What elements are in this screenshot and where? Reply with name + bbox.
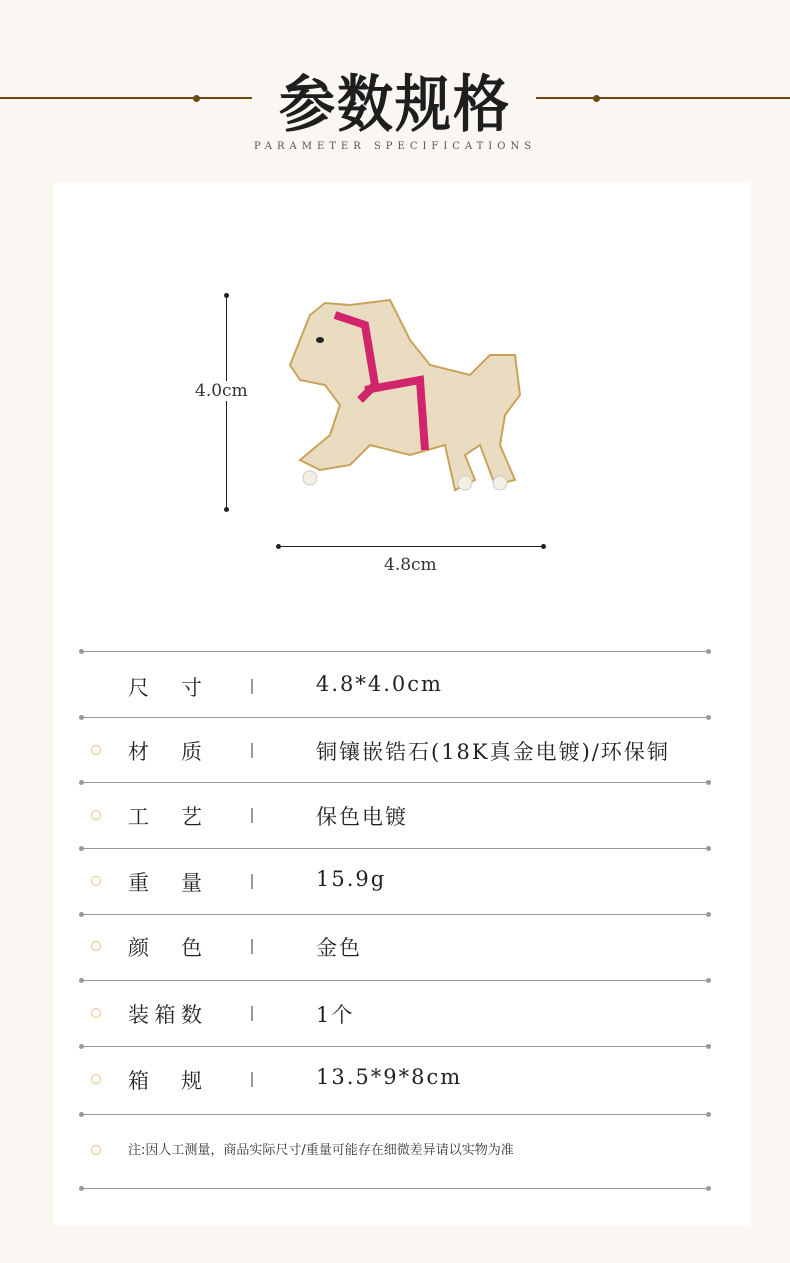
spec-value: 13.5*9*8cm (316, 1065, 463, 1089)
separator (251, 808, 253, 823)
spec-row (80, 999, 710, 1029)
bullet-icon (91, 745, 101, 755)
dim-dot (276, 544, 281, 549)
spec-row (80, 736, 710, 766)
divider (80, 717, 710, 718)
measurement-note: 注:因人工测量，商品实际尺寸/重量可能存在细微差异请以实物为准 (128, 1143, 514, 1158)
divider (80, 914, 710, 915)
divider (80, 980, 710, 981)
spec-label (128, 801, 202, 831)
page-title: 参数规格 (279, 69, 511, 141)
bullet-icon (91, 876, 101, 886)
spec-value: 铜镶嵌锆石(18K真金电镀)/环保铜 (316, 740, 670, 764)
spec-value: 保色电镀 (316, 805, 408, 829)
separator (251, 874, 253, 889)
bullet-icon (91, 810, 101, 820)
dim-dot (224, 293, 229, 298)
spec-label-char: 规 (181, 1069, 202, 1093)
separator (251, 1072, 253, 1087)
spec-label (128, 736, 202, 766)
height-dimension-line (226, 296, 227, 510)
width-label: 4.8cm (384, 555, 437, 575)
separator (251, 1006, 253, 1021)
divider (80, 1046, 710, 1047)
page-subtitle: PARAMETER SPECIFICATIONS (253, 141, 537, 152)
spec-label (128, 672, 202, 702)
spec-label (128, 1065, 202, 1095)
divider (80, 1114, 710, 1115)
spec-value: 15.9g (316, 867, 387, 891)
width-dimension-line (278, 546, 544, 547)
bullet-icon (91, 1074, 101, 1084)
spec-label (128, 999, 202, 1029)
horse-brooch-image (280, 295, 530, 505)
divider (80, 651, 710, 652)
divider (80, 782, 710, 783)
divider (80, 848, 710, 849)
spec-value: 1个 (316, 1003, 355, 1027)
separator (251, 679, 253, 694)
bullet-icon (91, 1008, 101, 1018)
spec-row (80, 672, 710, 702)
spec-label-char: 箱 (154, 1003, 176, 1027)
spec-row (80, 932, 710, 962)
spec-label-char: 尺 (128, 676, 149, 700)
spec-label-char: 箱 (128, 1069, 149, 1093)
spec-value: 4.8*4.0cm (316, 672, 443, 696)
spec-row (80, 1065, 710, 1095)
spec-label-char: 色 (181, 936, 202, 960)
note-bullet (91, 1145, 101, 1155)
spec-label-char: 量 (181, 871, 202, 895)
spec-label-char: 工 (128, 805, 149, 829)
separator (251, 743, 253, 758)
spec-label-char: 颜 (128, 936, 149, 960)
spec-label-char: 质 (181, 740, 202, 764)
spec-label-char: 重 (128, 871, 149, 895)
divider (80, 1188, 710, 1189)
dim-dot (224, 507, 229, 512)
spec-label-char: 数 (181, 1003, 202, 1027)
spec-row (80, 801, 710, 831)
separator (251, 939, 253, 954)
spec-label-char: 装 (128, 1003, 149, 1027)
dim-dot (541, 544, 546, 549)
spec-label (128, 932, 202, 962)
height-label: 4.0cm (195, 381, 248, 401)
bullet-icon (91, 941, 101, 951)
spec-label-char: 材 (128, 740, 149, 764)
spec-label-char: 艺 (181, 805, 202, 829)
spec-value: 金色 (316, 936, 362, 960)
spec-label (128, 867, 202, 897)
spec-label-char: 寸 (181, 676, 202, 700)
spec-row (80, 867, 710, 897)
